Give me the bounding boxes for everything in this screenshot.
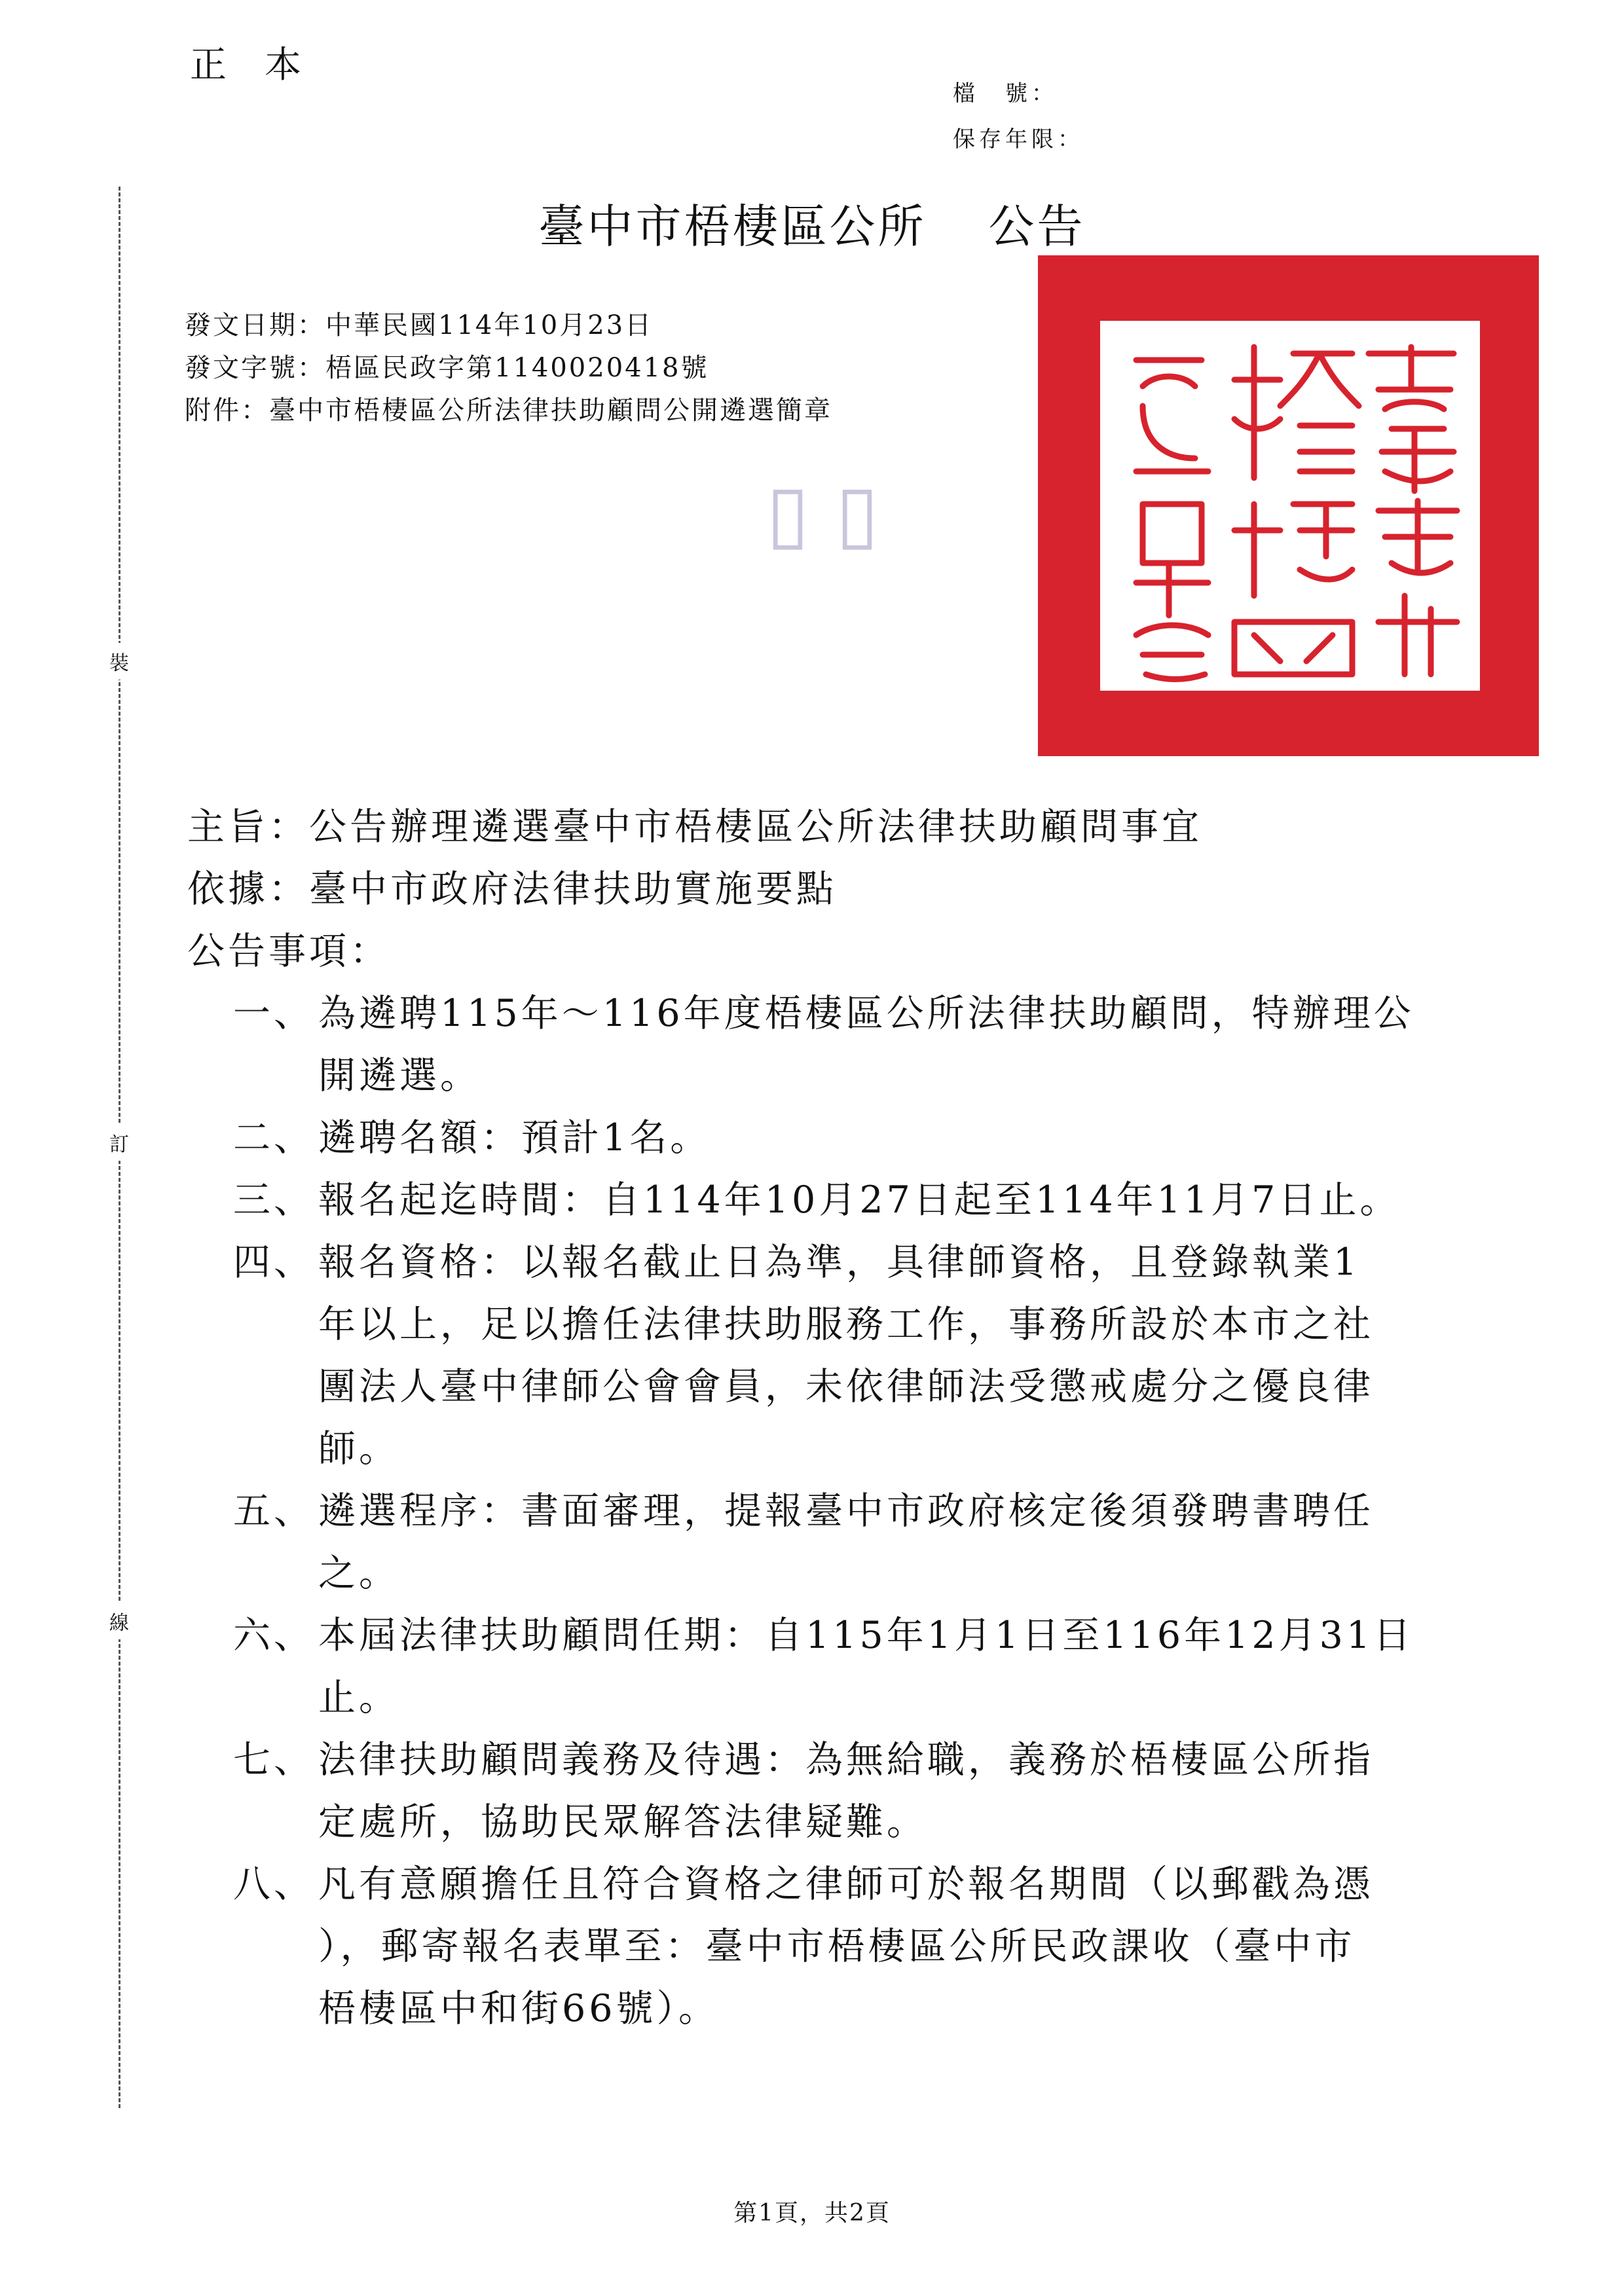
title-agency: 臺中市梧棲區公所 [538, 200, 927, 253]
item-line: 報名資格：以報名截止日為準，具律師資格，且登錄執業1 [318, 1241, 1361, 1284]
item-line: 團法人臺中律師公會會員，未依律師法受懲戒處分之優良律 [318, 1365, 1374, 1408]
seal-graphic [1038, 255, 1539, 756]
item-line: 法律扶助顧問義務及待遇：為無給職，義務於梧棲區公所指 [318, 1738, 1374, 1781]
item-line: 為遴聘115年～116年度梧棲區公所法律扶助顧問，特辦理公 [318, 992, 1414, 1035]
item-number: 四、 [233, 1241, 314, 1284]
item-line: 梧棲區中和街66號）。 [318, 1987, 720, 2030]
item-number: 六、 [233, 1614, 314, 1657]
binding-mark-zhuang: 裝 [109, 643, 129, 680]
item-line: 報名起迄時間：自114年10月27日起至114年11月7日止。 [318, 1178, 1401, 1222]
issue-date: 發文日期：中華民國114年10月23日 [185, 310, 654, 340]
item-line: 年以上，足以擔任法律扶助服務工作，事務所設於本市之社 [318, 1303, 1374, 1346]
item-number: 一、 [233, 992, 314, 1035]
item-number: 八、 [233, 1863, 314, 1906]
item-line: 本屆法律扶助顧問任期：自115年1月1日至116年12月31日 [318, 1614, 1414, 1657]
retention-period-label: 保存年限： [953, 126, 1084, 153]
file-number-label: 檔 號： [953, 81, 1058, 107]
subject-line: 主旨：公告辦理遴選臺中市梧棲區公所法律扶助顧問事宜 [187, 805, 1202, 848]
items-heading: 公告事項： [187, 930, 390, 973]
item-number: 五、 [233, 1489, 314, 1533]
document-title [0, 190, 1624, 256]
item-number: 三、 [233, 1178, 314, 1222]
binding-mark-xian: 線 [109, 1603, 129, 1639]
binding-mark-ding: 訂 [109, 1124, 129, 1161]
item-number: 二、 [233, 1116, 314, 1159]
copy-label: 正本 [190, 44, 339, 86]
item-line: 之。 [318, 1552, 399, 1595]
item-line: 師。 [318, 1427, 399, 1470]
official-seal [1038, 255, 1539, 756]
item-line: 止。 [318, 1676, 399, 1719]
page-number: 第1頁，共2頁 [733, 2200, 891, 2227]
item-line: 遴選程序：書面審理，提報臺中市政府核定後須發聘書聘任 [318, 1489, 1374, 1533]
faint-background-stamp: ▯▯ [766, 468, 906, 559]
item-line: 定處所，協助民眾解答法律疑難。 [318, 1800, 927, 1844]
item-line: 開遴選。 [318, 1054, 481, 1097]
item-line: 遴聘名額：預計1名。 [318, 1116, 711, 1159]
item-line: ），郵寄報名表單至：臺中市梧棲區公所民政課收（臺中市 [318, 1925, 1356, 1968]
issue-number: 發文字號：梧區民政字第1140020418號 [185, 353, 709, 383]
title-doc-type: 公告 [988, 200, 1086, 253]
item-line: 凡有意願擔任且符合資格之律師可於報名期間（以郵戳為憑 [318, 1863, 1374, 1906]
basis-line: 依據：臺中市政府法律扶助實施要點 [187, 867, 837, 911]
attachment-line: 附件：臺中市梧棲區公所法律扶助顧問公開遴選簡章 [185, 395, 832, 426]
item-number: 七、 [233, 1738, 314, 1781]
